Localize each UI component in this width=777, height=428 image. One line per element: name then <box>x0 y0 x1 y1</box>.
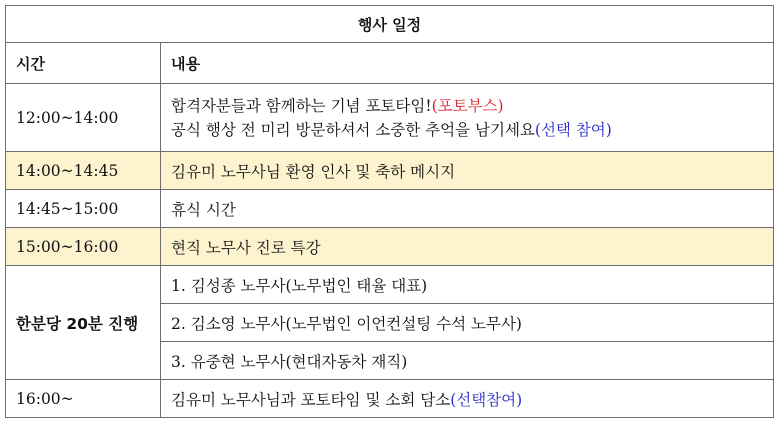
header-content: 내용 <box>161 43 774 84</box>
row-time: 15:00~16:00 <box>6 228 161 266</box>
photo-booth-tag: (포토부스) <box>431 96 504 115</box>
table-row <box>6 152 774 190</box>
table-title-row <box>6 6 774 43</box>
row-time: 16:00~ <box>6 380 161 418</box>
content-text: 합격자분들과 함께하는 기념 포토타임! <box>171 96 432 115</box>
table-row <box>6 266 774 304</box>
row-content: 김유미 노무사님 환영 인사 및 축하 메시지 <box>161 152 774 190</box>
table-title: 행사 일정 <box>6 6 774 43</box>
row-content: 휴식 시간 <box>161 190 774 228</box>
table-header-row <box>6 43 774 84</box>
content-line <box>171 118 763 142</box>
optional-tag: (선택 참여) <box>534 120 612 139</box>
table-row <box>6 190 774 228</box>
optional-tag: (선택참여) <box>450 390 523 409</box>
row-time: 한분당 20분 진행 <box>6 266 161 380</box>
row-content <box>161 380 774 418</box>
content-text: 김유미 노무사님과 포토타임 및 소회 담소 <box>171 390 451 409</box>
lecturer-item: 1. 김성종 노무사(노무법인 태율 대표) <box>161 266 774 304</box>
lecturer-item: 2. 김소영 노무사(노무법인 이언컨설팅 수석 노무사) <box>161 304 774 342</box>
lecturer-item: 3. 유중현 노무사(현대자동차 재직) <box>161 342 774 380</box>
content-text: 공식 행상 전 미리 방문하셔서 소중한 추억을 남기세요 <box>171 120 535 139</box>
event-schedule-table <box>5 5 774 418</box>
table-row <box>6 228 774 266</box>
header-time: 시간 <box>6 43 161 84</box>
row-time: 14:00~14:45 <box>6 152 161 190</box>
row-content <box>161 84 774 152</box>
row-time: 14:45~15:00 <box>6 190 161 228</box>
table-row <box>6 84 774 152</box>
row-content: 현직 노무사 진로 특강 <box>161 228 774 266</box>
row-time: 12:00~14:00 <box>6 84 161 152</box>
content-line <box>171 94 763 118</box>
table-row <box>6 380 774 418</box>
